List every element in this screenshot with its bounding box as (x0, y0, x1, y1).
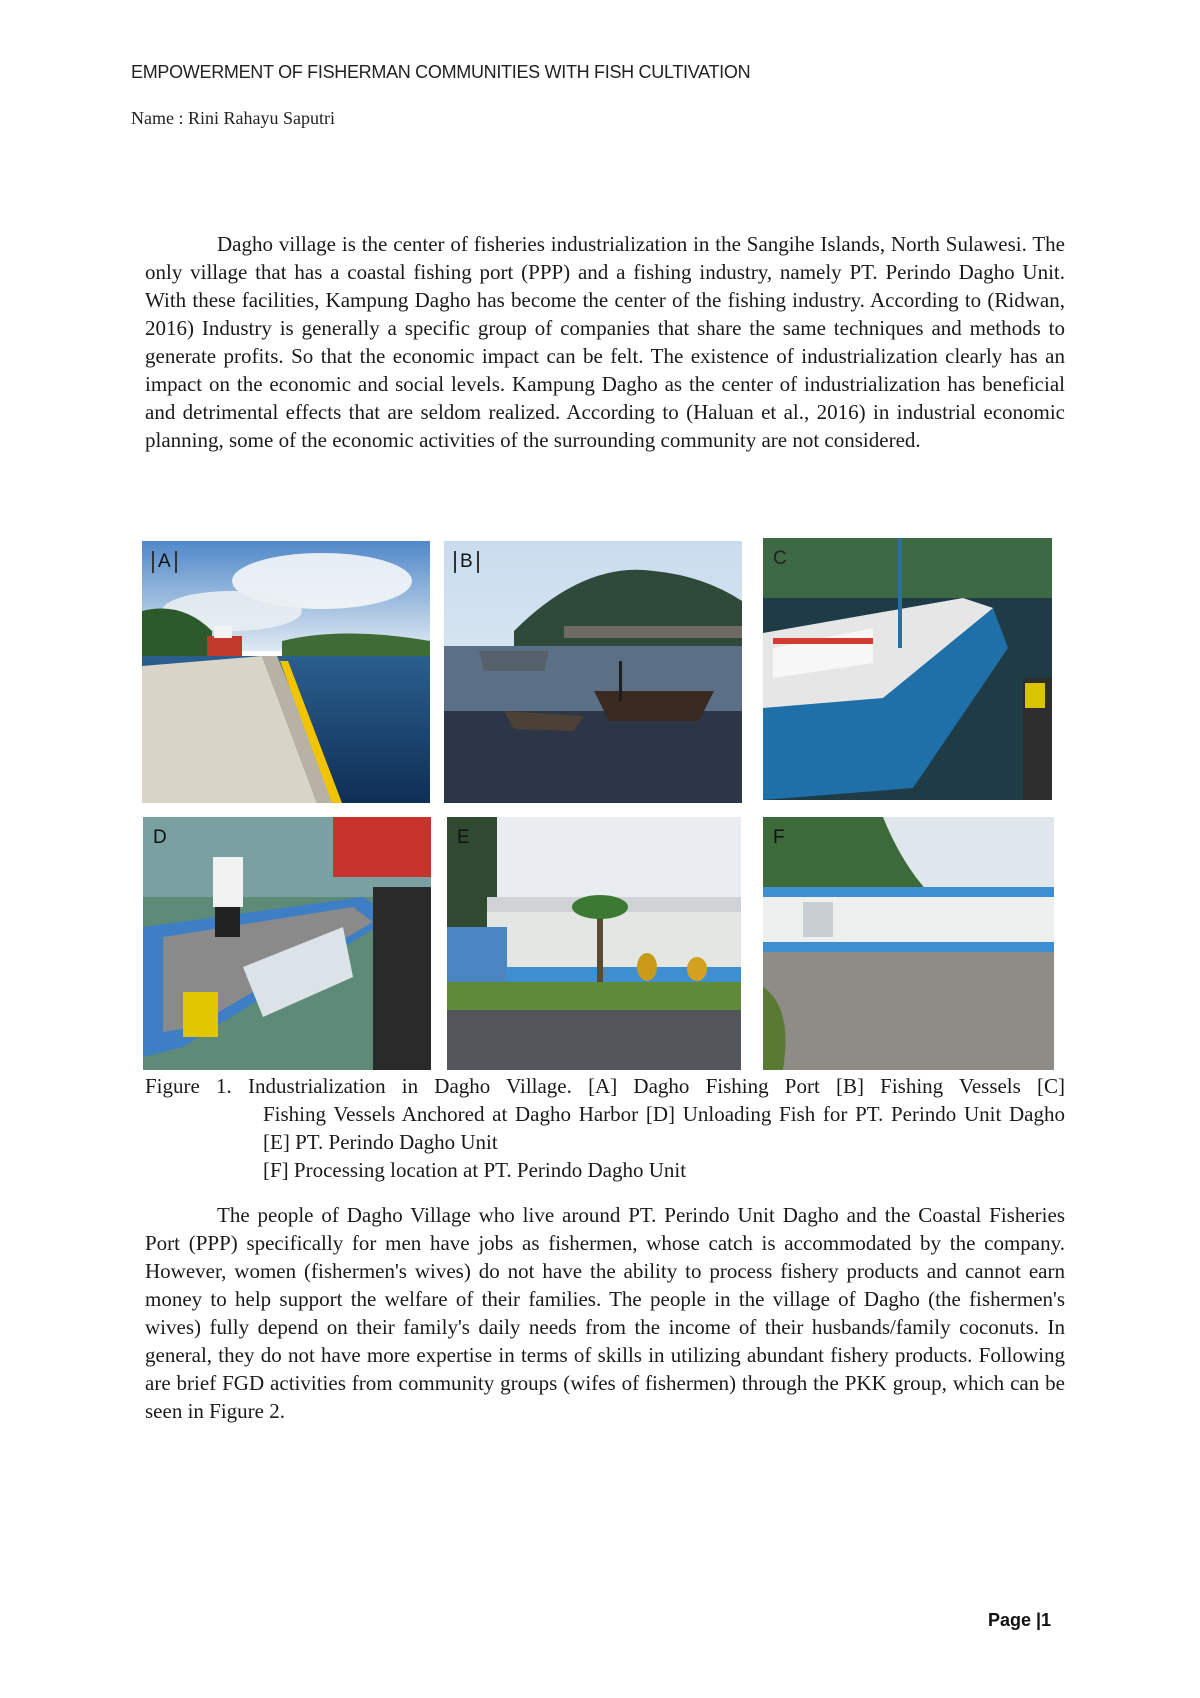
page-number: Page |1 (988, 1610, 1052, 1630)
photo-label-b: B (454, 551, 479, 573)
body-paragraph-2: The people of Dagho Village who live around PT. Perindo Unit Dagho and the Coastal Fisheries Port (PPP) specifically for men have jobs as fishermen, whose catch is accommodated by the company. However, women (fishermen's wives) do not have the ability to process fishery products and cannot earn money to help support the welfare of their families. The people in the village of Dagho (the fishermen's wives) fully depend on their family's daily needs from the income of their husbands/family coconuts. In general, they do not have more expertise in terms of skills in utilizing abundant fishery products. Following are brief FGD activities from community groups (wifes of fishermen) through the PKK group, which can be seen in Figure 2. (145, 1203, 1065, 1423)
photo-label-c: C (773, 548, 787, 569)
photo-pt-perindo-building (447, 817, 741, 1070)
photo-vessels-anchored-harbor (763, 538, 1052, 800)
body-paragraph-1: Dagho village is the center of fisheries industrialization in the Sangihe Islands, North Sulawesi. The only village that has a coastal fishing port (PPP) and a fishing industry, namely PT. Perindo Dagho Unit. With these facilities, Kampung Dagho has become the center of the fishing industry. According to (Ridwan, 2016) Industry is generally a specific group of companies that share the same techniques and methods to generate profits. So that the economic impact can be felt. The existence of industrialization clearly has an impact on the economic and social levels. Kampung Dagho as the center of industrialization has beneficial and detrimental effects that are seldom realized. According to (Haluan et al., 2016) in industrial economic planning, some of the economic activities of the surrounding community are not considered. (145, 232, 1065, 452)
photo-label-f: F (773, 827, 785, 848)
photo-fishing-vessels (444, 541, 742, 803)
caption-line-3: [F] Processing location at PT. Perindo Dagho Unit (263, 1158, 687, 1182)
photo-label-e: E (457, 827, 470, 848)
author-name: Name : Rini Rahayu Saputri (131, 108, 335, 128)
photo-label-d: D (153, 827, 167, 848)
photo-label-a: A (152, 551, 177, 573)
caption-line-1: Figure 1. Industrialization in Dagho Village. [A] Dagho Fishing Port [B] Fishing Vessels [C] (145, 1074, 1065, 1098)
caption-line-2: Fishing Vessels Anchored at Dagho Harbor [D] Unloading Fish for PT. Perindo Unit Dagho [E] PT. Perindo Dagho Unit (263, 1102, 1065, 1154)
document-header-title: EMPOWERMENT OF FISHERMAN COMMUNITIES WITH FISH CULTIVATION (131, 62, 751, 82)
photo-dagho-fishing-port (142, 541, 430, 803)
photo-unloading-fish (143, 817, 431, 1070)
figure-caption (145, 1072, 1065, 1184)
photo-processing-location (763, 817, 1054, 1070)
